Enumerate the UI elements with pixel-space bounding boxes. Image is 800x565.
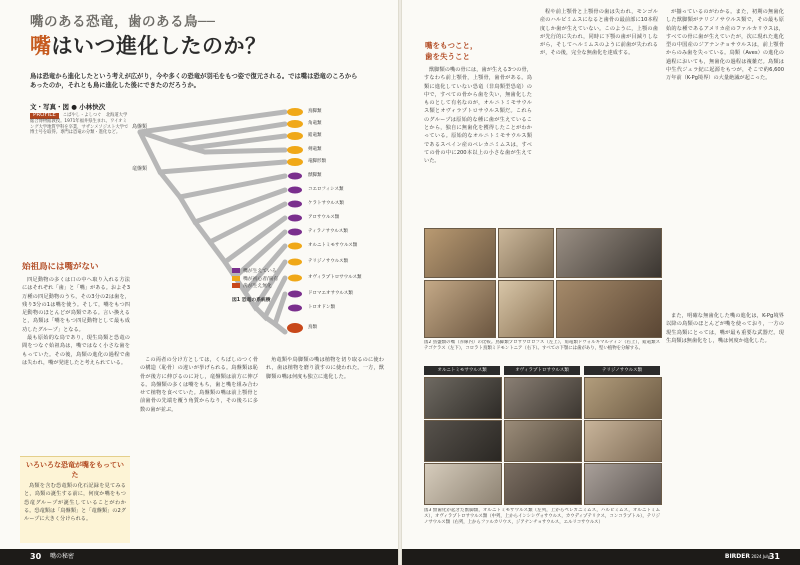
taxon-label: 竜脚形類 (308, 159, 326, 164)
right-text-column-4: また，明確な無歯化した嘴の進化は，K-Pg境界以降の鳥類のほとんどが嘴を使っており，一方の現生鳥類にとっては，嘴が最も重要な武器だ。現生鳥類は無歯化をし，嘴は何度か進化した。 (666, 313, 784, 344)
body-paragraph: この両者の分け方としては，くちばしのつく骨の構造（恥骨）の違いが挙げられる。鳥盤類は恥骨が後方に伸びるのに対し，竜盤類は前方に伸びる。鳥盤類の多くは嘴をもち，歯と嘴を組み合わせて植物を食べていた。鳥盤類の嘴は前上顎骨と前歯骨の先端を覆う角質からなり，その後ろに多数の歯が並ぶ。 (140, 357, 258, 413)
diagram-legend (232, 268, 278, 304)
photo-caption-2: 図3 無歯化が起きた獣脚類，オルニトミモサウルス類（左列，上からペレカニミムス，ハルピミムス，オルニトミムス），オヴィラプトロサウルス類（中列，上からインシシヴォサウルス，カウディプテリクス，コンコラプトル），テリジノサウルス類（右列，上からファルカリウス，ジアナンチョサウルス，エルリコサウルス） (424, 508, 660, 525)
legend-item: 嘴が初心者/歯有 (232, 276, 278, 284)
author-profile (30, 113, 130, 136)
fossil-photo (504, 463, 582, 505)
photo-column-header: オヴィラプトロサウルス類 (504, 366, 580, 375)
title-accent: 嘴 (30, 34, 52, 58)
sidebar-heading: いろいろな恐竜が嘴をもっていた (26, 461, 124, 479)
profile-badge: PROFILE (30, 113, 59, 119)
taxon-label: トロオドン類 (308, 305, 335, 310)
taxon-label: 鳥脚類 (308, 109, 322, 114)
left-page (0, 0, 398, 565)
fossil-photo (584, 420, 662, 462)
right-text-column-2: 程や前上顎骨と上顎骨の歯は失われ，モンゴル産のハルピミムスになると歯骨の最前部に10本程度しか歯が生えていない。このように，上顎の歯が先行的に失われ，同時に下顎の歯が目減りしながら，そしてヘルミムスのように前歯が失われるが，その後，完全な無歯化を達成する。 (540, 9, 658, 57)
body-paragraph: 角竜類や鳥脚類の嘴は植物を切り取るのに使われ，歯は植物を磨り潰すのに使われた。一方，獣脚類の嘴は何度も独立に進化した。 (266, 357, 384, 380)
taxon-label: ティラノサウルス類 (308, 229, 348, 234)
page-number: 30 (30, 552, 42, 561)
branch (205, 150, 285, 152)
fossil-photo (504, 377, 582, 419)
magazine-name: BIRDER (724, 553, 750, 560)
body-paragraph: 最も原始的な鳥であり，現生鳥類と恐竜の間をつなぐ始祖鳥は，嘴ではなく小さな歯をもっていた。その後，鳥類の進化の過程で歯は失われ，嘴が発達したと考えられている。 (22, 335, 130, 366)
fossil-skull-photo (424, 228, 496, 278)
taxon-label: オルニトミモサウルス類 (308, 243, 358, 248)
taxon-label: 獣脚類 (308, 173, 322, 178)
fossil-skull-photo (498, 280, 554, 338)
profile-text: こばやし・よしつぐ 北海道大学総合博物館教授。1971年福井県生まれ。ワイオミング大学地質学科を卒業，サザンメソジスト大学で博士号を取得。専門は恐竜の分類・進化など。 (30, 113, 129, 136)
legend-swatch (232, 283, 240, 288)
fossil-skull-photo (556, 280, 662, 338)
fossil-skull-photo (498, 228, 554, 278)
taxon-label: ドロマエオサウルス類 (308, 291, 353, 296)
page-number: 31 (768, 552, 780, 561)
sidebar-body: 鳥類を含む恐竜類の化石記録を見てみると，鳥類の誕生する前に，何度か嘴をもつ恐竜グループが誕生していることがわかる。恐竜類は「鳥盤類」と「竜盤類」の2グループに大きく分けられる。 (24, 483, 126, 523)
fossil-skull-photo (424, 280, 496, 338)
figure-caption: 図1 恐竜の系統樹 (232, 297, 271, 303)
fossil-photo (584, 377, 662, 419)
byline-label: 文・写真・図 (30, 103, 69, 111)
taxon-label: 鳥類 (308, 325, 317, 330)
taxon-label: コエロフィシス類 (308, 187, 344, 192)
right-footer (402, 549, 800, 565)
legend-swatch (232, 268, 240, 273)
middle-text-column-2 (266, 356, 384, 542)
fossil-photo (424, 377, 502, 419)
side-heading: 嘴をもつこと， 歯を失うこと (425, 41, 478, 61)
article-lead: 鳥は恐竜から進化したという考えが広がり，今や多くの恐竜が羽毛をもつ姿で復元される。では嘴は恐竜のころからあったのか，それとも鳥に進化した後にできたのだろうか。 (30, 73, 358, 89)
taxon-label: オヴィラプトロサウルス類 (308, 275, 362, 280)
photo-column-header: オルニトミモサウルス類 (424, 366, 500, 375)
byline-dot: ● (71, 103, 77, 111)
phylogeny-svg (130, 102, 400, 350)
fossil-photo (424, 420, 502, 462)
article-kicker: 嘴のある恐竜，歯のある鳥── (30, 14, 216, 30)
title-rest: はいつ進化したのか？ (51, 34, 267, 58)
phylogeny-diagram (130, 102, 400, 350)
right-page (402, 0, 800, 565)
byline (30, 102, 105, 111)
group-label: 鳥盤類 (132, 124, 148, 130)
photo-column-header: テリジノサウルス類 (584, 366, 660, 375)
legend-swatch (232, 276, 240, 281)
sidebar-box (20, 456, 130, 543)
skeleton-photo (556, 228, 662, 278)
fossil-photo (424, 463, 502, 505)
taxon-label: ケラトサウルス類 (308, 201, 344, 206)
taxon-label: 剣竜類 (308, 147, 322, 152)
taxon-label: 角竜類 (308, 121, 322, 126)
legend-item: 嘴が生えている (232, 268, 278, 276)
taxon-label: 鎧竜類 (308, 133, 322, 138)
sidebar-content (20, 457, 130, 543)
left-footer (0, 549, 398, 565)
article-title (30, 30, 267, 60)
fossil-photo (504, 420, 582, 462)
right-text-column-3: が揃っているのがわかる。また，初期の無歯化した獣脚類がテリジノサウルス類で，その最も原始的な種であるアメリカ産のファルカリウスは，すべての骨に歯が生えていたが，次に現れた進化型の中国産のジアナンチョサウルスは，前上顎骨からのみ歯を失っている。鳥類（Aves）の進化の過程においても，無歯化の過程は複雑だ。鳥類は中生代ジュラ紀に起源をもつが，そこで約6,600万年前（K-Pg境界）の大量絶滅が起こった。 (666, 9, 784, 82)
group-label: 竜盤類 (132, 166, 148, 172)
left-text-column (22, 262, 130, 452)
section-heading: 始祖鳥には嘴がない (22, 262, 99, 272)
taxon-label: アロサウルス類 (308, 215, 340, 220)
middle-text-column (140, 356, 258, 542)
footer-series-label: 嘴の秘密 (50, 553, 75, 560)
photo-grid-2 (424, 366, 660, 506)
fossil-photo (584, 463, 662, 505)
photo-grid-1 (424, 228, 660, 338)
issue-date: 2024 July (751, 554, 770, 559)
body-paragraph: 四足動物の多くは口の中へ取り入れる方法にはそれぞれ「歯」と「嘴」がある。およそ3万種の四足動物のうち，その3分の2は歯を，残り3分の1は嘴を使う。そして，嘴をもつ四足動物のほとんどが鳥類である。言い換えると，鳥類は「嘴をもつ四足動物として最も成功したグループ」となる。 (22, 277, 130, 333)
legend-item: 歯が生え無化 (232, 283, 278, 291)
taxon-label: テリジノサウルス類 (308, 259, 349, 264)
photo-caption-1: 図2 鳥盤類の嘴（赤線内）の比較。鳥脚類プロサウロロフス（左上），角竜類ドヴォルキマルティン（右上），鎧竜類ステゴケラス（左下），コロラト鳥類ミドモントニア（右下）。すべての下顎には歯があり，堅い植物を分解する。 (424, 340, 660, 351)
right-text-column-1: 獣脚類の嘴の骨には，歯が生える3つの骨，すなわち前上顎骨，上顎骨，歯骨がある。鳥類に進化していない恐竜（非鳥類型恐竜）の中で，すべての骨から歯を失い，無歯化したものとして有名なのが，オルニトミモサウルス類とオヴィラプトロサウルス類だ。これらのグループは原始的な種に歯が生えていることから，独自に無歯化を獲得したことがわかっている。原始的なオルニトミモサウルス類であるスペイン産のペレカニミムスは，すべての骨の中に200本以上の小さな歯が生えていた。 (424, 67, 532, 165)
author-name: 小林快次 (79, 103, 106, 111)
